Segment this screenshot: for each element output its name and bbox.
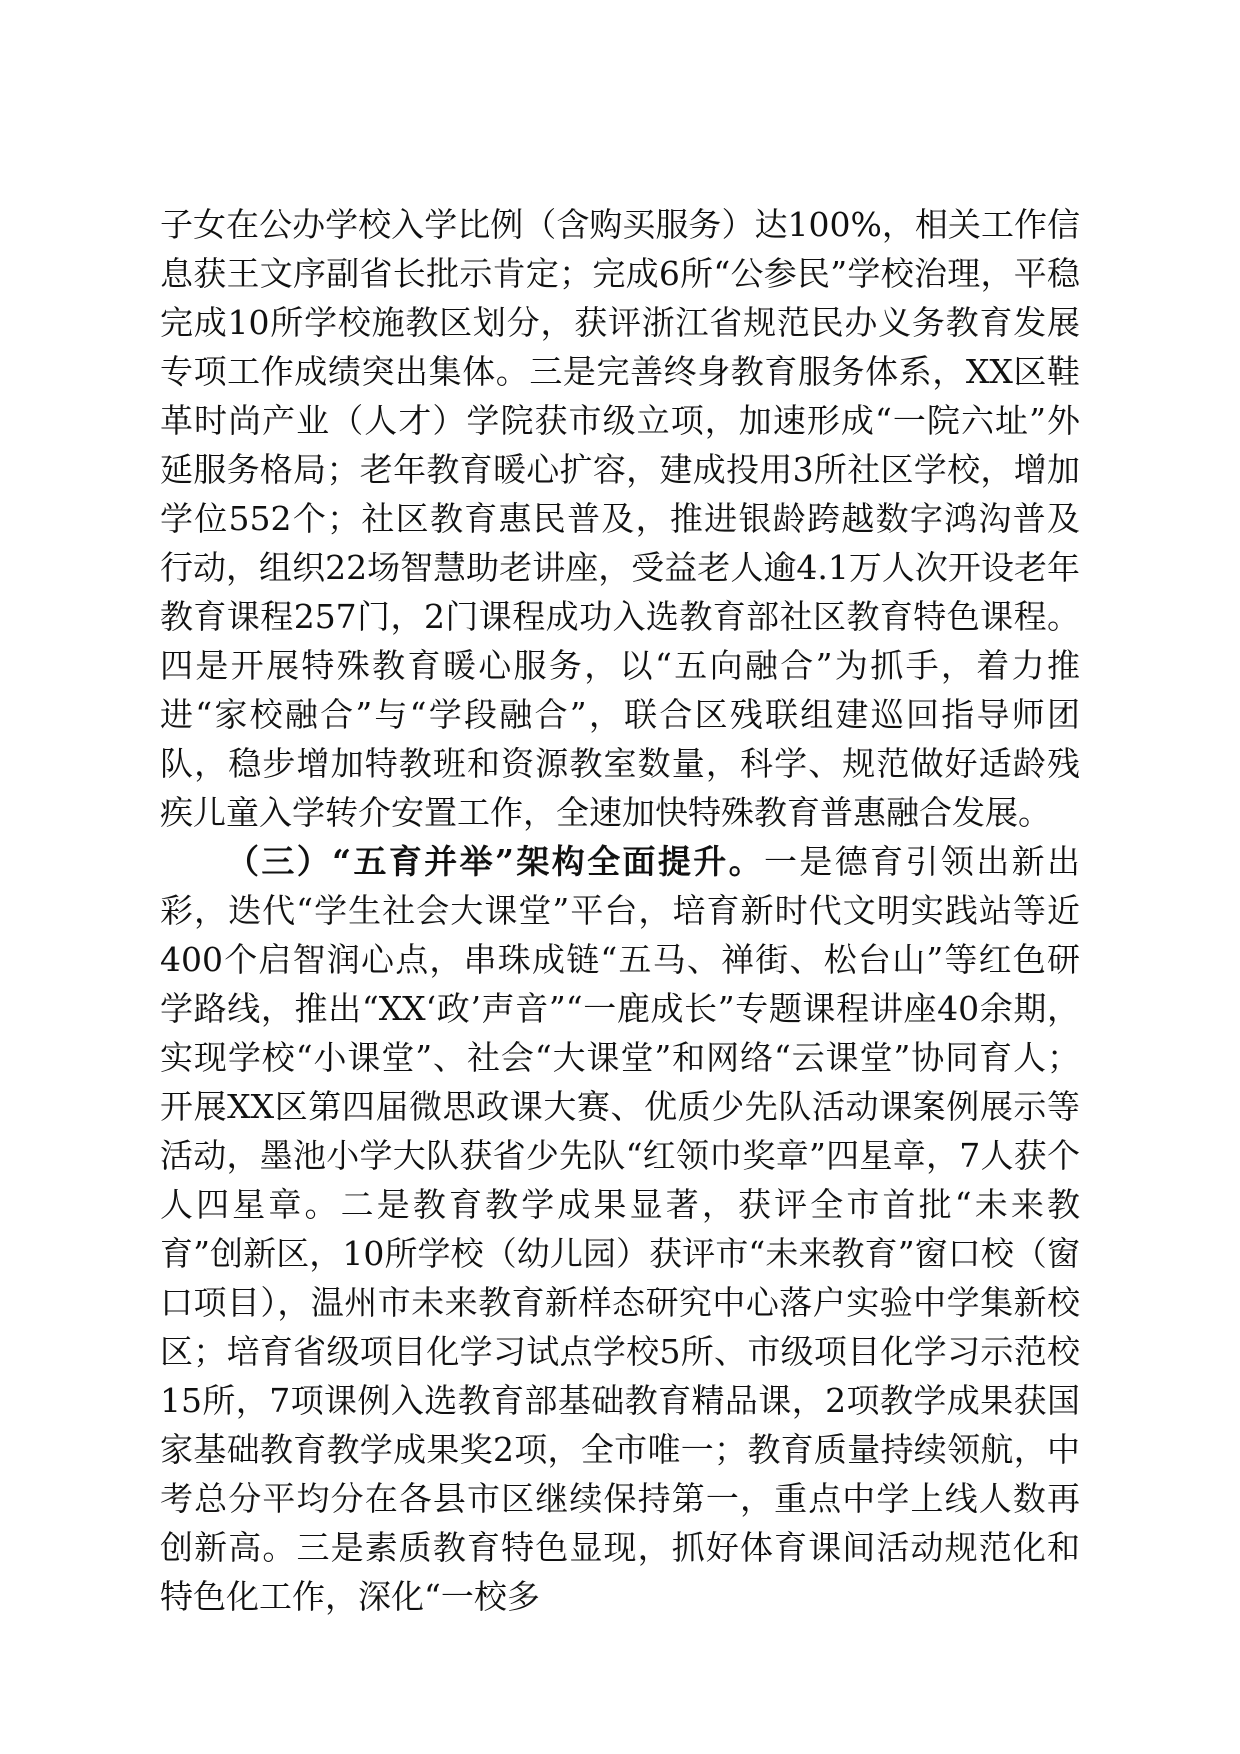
paragraph-1-text: 子女在公办学校入学比例（含购买服务）达100%，相关工作信息获王文序副省长批示肯定；完成6所“公参民”学校治理，平稳完成10所学校施教区划分，获评浙江省规范民办义务教育发展专项工作成绩突出集体。三是完善终身教育服务体系，XX区鞋革时尚产业（人才）学院获市级立项，加速形成“一院六址”外延服务格局；老年教育暖心扩容，建成投用3所社区学校，增加学位552个；社区教育惠民普及，推进银龄跨越数字鸿沟普及行动，组织22场智慧助老讲座，受益老人逾4.1万人次开设老年教育课程257门，2门课程成功入选教育部社区教育特色课程。四是开展特殊教育暖心服务，以“五向融合”为抓手，着力推进“家校融合”与“学段融合”，联合区残联组建巡回指导师团队，稳步增加特教班和资源教室数量，科学、规范做好适龄残疾儿童入学转介安置工作，全速加快特殊教育普惠融合发展。 bbox=[160, 205, 1080, 832]
paragraph-section-three bbox=[160, 837, 1080, 1621]
paragraph-2-text: 一是德育引领出新出彩，迭代“学生社会大课堂”平台，培育新时代文明实践站等近400个启智润心点，串珠成链“五马、禅街、松台山”等红色研学路线，推出“XX‘政’声音”“一鹿成长”专题课程讲座40余期，实现学校“小课堂”、社会“大课堂”和网络“云课堂”协同育人；开展XX区第四届微思政课大赛、优质少先队活动课案例展示等活动，墨池小学大队获省少先队“红领巾奖章”四星章，7人获个人四星章。二是教育教学成果显著，获评全市首批“未来教育”创新区，10所学校（幼儿园）获评市“未来教育”窗口校（窗口项目），温州市未来教育新样态研究中心落户实验中学集新校区；培育省级项目化学习试点学校5所、市级项目化学习示范校15所，7项课例入选教育部基础教育精品课，2项教学成果获国家基础教育教学成果奖2项，全市唯一；教育质量持续领航，中考总分平均分在各县市区继续保持第一，重点中学上线人数再创新高。三是素质教育特色显现，抓好体育课间活动规范化和特色化工作，深化“一校多 bbox=[160, 842, 1080, 1616]
document-body bbox=[160, 200, 1080, 1621]
paragraph-continued bbox=[160, 200, 1080, 837]
section-heading: （三）“五育并举”架构全面提升。 bbox=[226, 842, 764, 881]
